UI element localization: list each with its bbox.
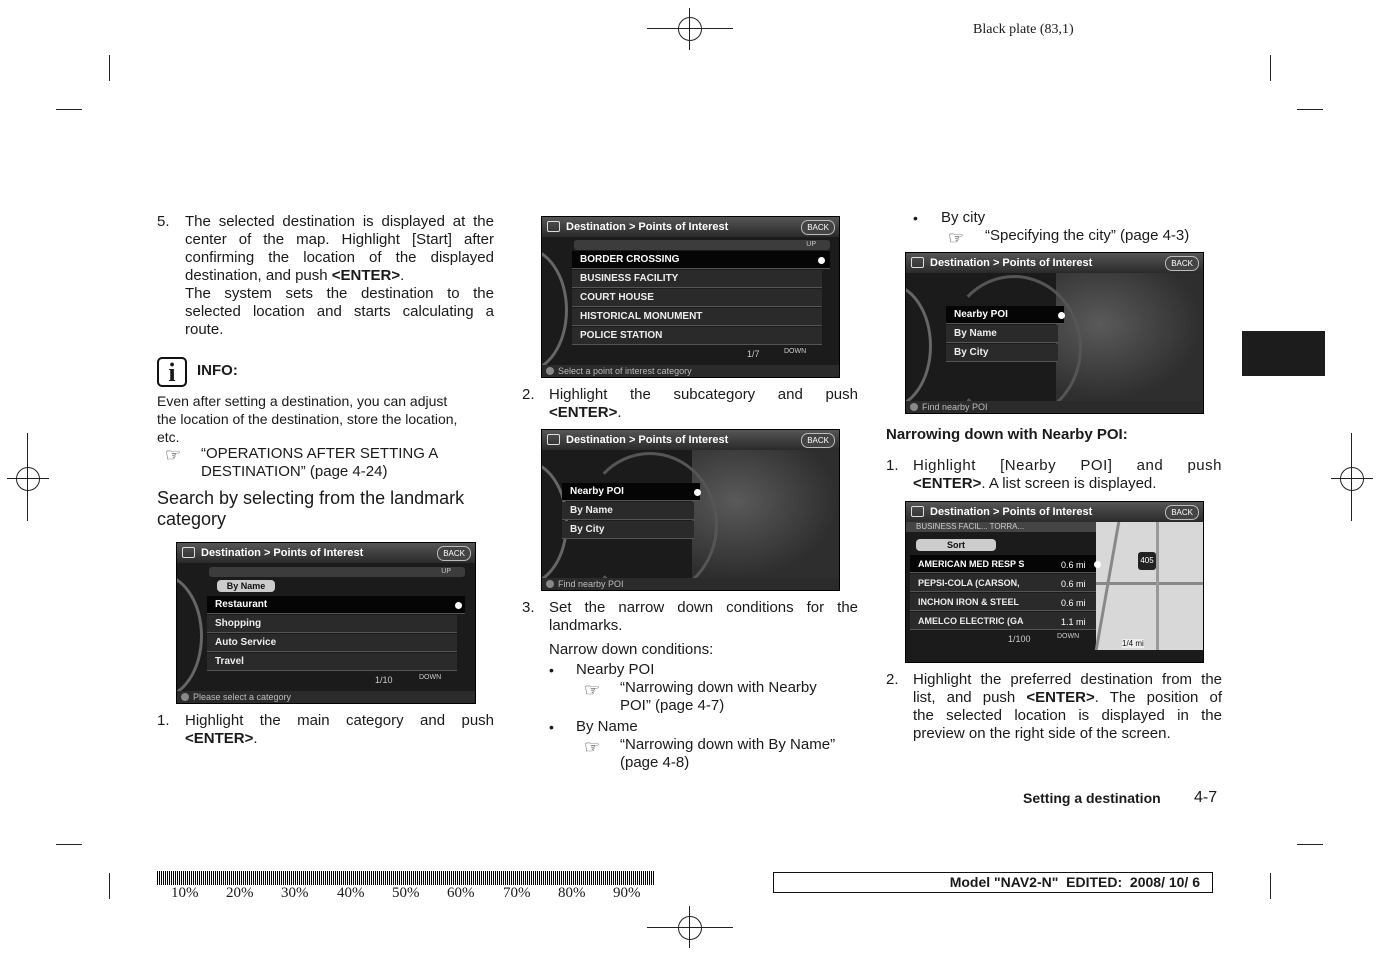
model-label: Model "NAV2-N" EDITED: 2008/ 10/ 6 [773, 872, 1213, 893]
narrow-title: Narrow down conditions: [549, 641, 714, 658]
back-button[interactable]: BACK [801, 433, 835, 448]
page-number: 4-7 [1194, 789, 1218, 806]
page-indicator: 1/100 [1008, 634, 1031, 644]
list-item[interactable]: AMELCO ELECTRIC (GA [910, 612, 1096, 630]
info-icon [181, 693, 189, 701]
list-item[interactable]: By Name [946, 325, 1058, 343]
bullet-text: By city [941, 209, 986, 226]
nav-screen-narrow [541, 429, 840, 591]
list-item[interactable]: By City [946, 344, 1058, 362]
bullet-text: Nearby POI [576, 661, 655, 678]
section-title: Setting a destination [1023, 790, 1161, 806]
screen-header: Destination > Points of Interest [542, 217, 839, 237]
up-button[interactable]: UP [574, 240, 830, 250]
distance: 0.6 mi [1061, 579, 1086, 589]
destination-icon [182, 547, 195, 558]
map-preview [1096, 522, 1203, 650]
back-button[interactable]: BACK [1165, 256, 1199, 271]
screen-header: Destination > Points of Interest [906, 502, 1203, 522]
info-icon [910, 403, 918, 411]
screen-header: Destination > Points of Interest [906, 253, 1203, 273]
down-button[interactable]: DOWN [784, 348, 807, 355]
list-item[interactable]: COURT HOUSE [572, 289, 822, 307]
bullet: • [549, 719, 554, 735]
bullet: • [549, 662, 554, 678]
breadcrumb: BUSINESS FACIL... TORRA... [906, 522, 1096, 532]
step-1-text: Highlight the main category and push <ENTER>. [185, 712, 494, 747]
scale-labels: 10% 20% 30% 40% 50% 60% 70% 80% 90% [171, 885, 641, 901]
reference-text: “Narrowing down with Nearby POI” (page 4-7) [620, 679, 817, 714]
nav-screen-poi-list [905, 501, 1204, 663]
info-text: Even after setting a destination, you can adjust the location of the destination, store the location, etc. [157, 393, 458, 445]
up-button[interactable]: UP [209, 567, 465, 577]
step-number: 2. [522, 386, 535, 403]
list-item[interactable]: PEPSI-COLA (CARSON, [910, 574, 1096, 592]
destination-icon [911, 506, 924, 517]
step-number: 2. [886, 671, 899, 688]
list-item[interactable]: BUSINESS FACILITY [572, 270, 822, 288]
list-item[interactable]: POLICE STATION [572, 327, 822, 345]
nav-screen-subcategory [541, 216, 840, 378]
down-button[interactable]: DOWN [419, 674, 442, 681]
destination-icon [547, 434, 560, 445]
info-icon [546, 367, 554, 375]
page-indicator: 1/7 [747, 349, 760, 359]
reference-hand-icon: ☞ [948, 228, 965, 248]
list-item[interactable]: Shopping [207, 615, 457, 633]
reference-hand-icon: ☞ [165, 445, 182, 465]
reference-hand-icon: ☞ [584, 737, 601, 757]
back-button[interactable]: BACK [1165, 505, 1199, 520]
info-icon: i [157, 357, 187, 387]
step-1-nearby-text: Highlight [Nearby POI] and push <ENTER>. A list screen is displayed. [913, 457, 1222, 492]
distance: 1.1 mi [1061, 617, 1086, 627]
bullet-text: By Name [576, 718, 638, 735]
list-item[interactable]: Restaurant [207, 596, 465, 614]
step-5-text: The selected destination is displayed at the center of the map. Highlight [Start] after confirming the location of the displayed destination, and push <ENTER>. The system sets the destination to the selected location and starts calculating a route. [185, 213, 494, 338]
nav-screen-narrow-2 [905, 252, 1204, 414]
by-name-button[interactable]: By Name [217, 580, 275, 592]
status-bar: Select a point of interest category [542, 365, 839, 377]
list-item[interactable]: BORDER CROSSING [572, 251, 830, 269]
plate-label: Black plate (83,1) [973, 22, 1074, 37]
back-button[interactable]: BACK [437, 546, 471, 561]
list-item[interactable]: By City [562, 521, 694, 539]
info-title: INFO: [197, 362, 238, 379]
map-scale: 1/4 mi [1122, 639, 1144, 648]
bullet: • [913, 210, 918, 226]
grayscale-bar [157, 871, 655, 885]
screen-header: Destination > Points of Interest [177, 543, 475, 563]
sub-heading: Narrowing down with Nearby POI: [886, 426, 1128, 443]
step-number: 1. [157, 712, 170, 729]
distance: 0.6 mi [1061, 598, 1086, 608]
screen-header: Destination > Points of Interest [542, 430, 839, 450]
list-item[interactable]: AMERICAN MED RESP S [910, 555, 1096, 573]
step-3-text: Set the narrow down conditions for the landmarks. [549, 599, 858, 634]
back-button[interactable]: BACK [801, 220, 835, 235]
list-item[interactable]: Auto Service [207, 634, 457, 652]
list-item[interactable]: By Name [562, 502, 694, 520]
destination-icon [547, 221, 560, 232]
info-icon [546, 580, 554, 588]
step-number: 3. [522, 599, 535, 616]
page-indicator: 1/10 [375, 675, 393, 685]
destination-icon [911, 257, 924, 268]
status-bar: Find nearby POI [906, 401, 1203, 413]
down-button[interactable]: DOWN [1057, 633, 1080, 640]
step-2-text: Highlight the subcategory and push <ENTER>. [549, 386, 858, 421]
list-item[interactable]: Nearby POI [946, 306, 1064, 324]
list-item[interactable]: INCHON IRON & STEEL [910, 593, 1096, 611]
highway-shield: 405 [1138, 552, 1156, 570]
step-number: 1. [886, 457, 899, 474]
info-reference: “OPERATIONS AFTER SETTING A DESTINATION” (page 4-24) [201, 445, 439, 480]
step-number: 5. [157, 213, 170, 230]
list-item[interactable]: Travel [207, 653, 457, 671]
reference-text: “Specifying the city” (page 4-3) [985, 227, 1190, 244]
status-bar: Find nearby POI [542, 578, 839, 590]
reference-text: “Narrowing down with By Name” (page 4-8) [620, 736, 836, 771]
reference-hand-icon: ☞ [584, 680, 601, 700]
distance: 0.6 mi [1061, 560, 1086, 570]
section-heading: Search by selecting from the landmark category [157, 488, 465, 529]
list-item[interactable]: HISTORICAL MONUMENT [572, 308, 822, 326]
nav-screen-category [176, 542, 476, 704]
sort-button[interactable]: Sort [916, 539, 996, 551]
list-item[interactable]: Nearby POI [562, 483, 700, 501]
chapter-tab [1242, 331, 1325, 376]
status-bar: Please select a category [177, 691, 475, 703]
step-2-nearby-text: Highlight the preferred destination from the list, and push <ENTER>. The position of the selected location is displayed in the preview on the right side of the screen. [913, 671, 1222, 742]
